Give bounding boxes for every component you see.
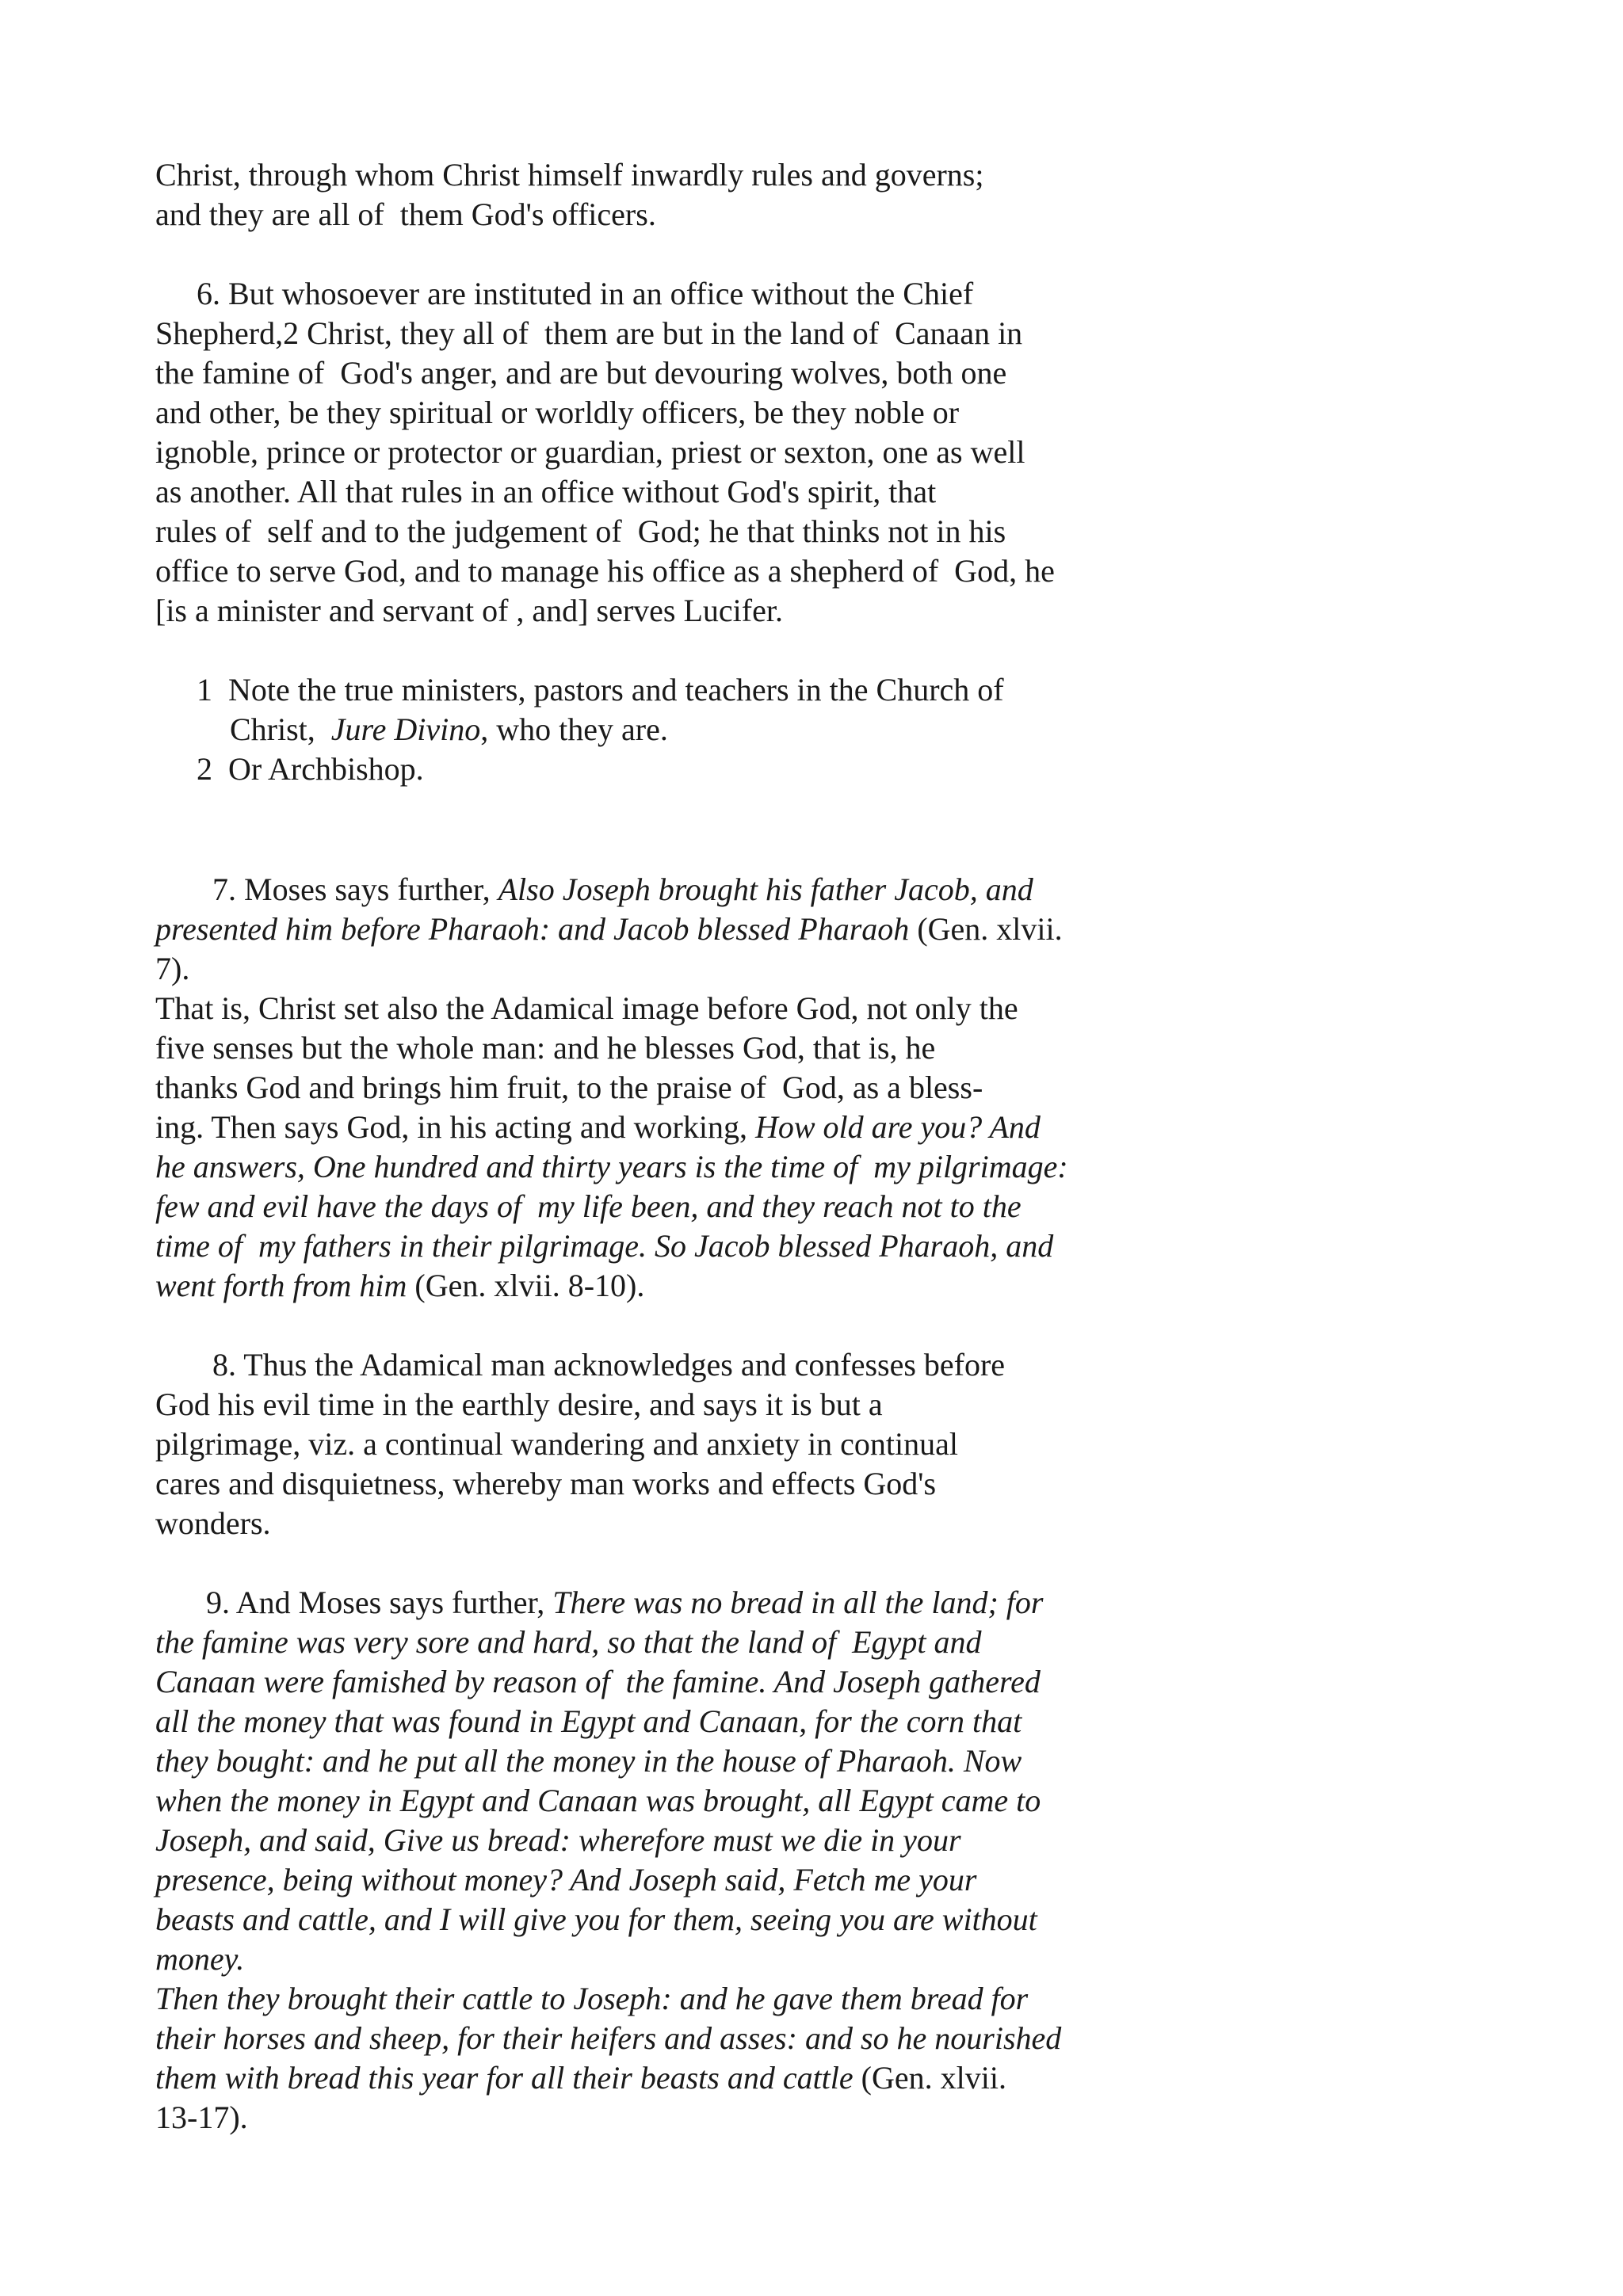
text-line bbox=[155, 1464, 1518, 1504]
text-line bbox=[155, 710, 1593, 749]
text-line bbox=[155, 1900, 1518, 1939]
text-run: , who they are. bbox=[480, 711, 668, 747]
text-run: cares and disquietness, whereby man works and effects God's bbox=[155, 1466, 937, 1501]
text-run: pilgrimage, viz. a continual wandering and anxiety in continual bbox=[155, 1426, 959, 1462]
text-line bbox=[155, 314, 1518, 353]
text-run: Christ, through whom Christ himself inwardly rules and governs; bbox=[155, 157, 984, 193]
text-line bbox=[155, 1504, 1518, 1543]
text-line bbox=[155, 433, 1518, 472]
text-line bbox=[155, 1187, 1518, 1226]
text-run: as another. All that rules in an office without God's spirit, that bbox=[155, 474, 937, 509]
text-line bbox=[155, 1583, 1569, 1623]
text-line bbox=[155, 1979, 1518, 2019]
text-line bbox=[155, 155, 1518, 195]
text-line bbox=[155, 949, 1518, 989]
text-line bbox=[155, 551, 1518, 591]
text-run: (Gen. xlvii. bbox=[853, 2060, 1006, 2096]
text-run: ignoble, prince or protector or guardian, priest or sexton, one as well bbox=[155, 434, 1025, 470]
text-run: 1 Note the true ministers, pastors and teachers in the Church of bbox=[197, 672, 1004, 707]
text-run: Shepherd,2 Christ, they all of them are but in the land of Canaan in bbox=[155, 315, 1023, 351]
italic-text: them with bread this year for all their beasts and cattle bbox=[155, 2060, 854, 2096]
italic-text: they bought: and he put all the money in the house of Pharaoh. Now bbox=[155, 1743, 1022, 1779]
italic-text: How old are you? And bbox=[754, 1109, 1041, 1145]
text-run: five senses but the whole man: and he blesses God, that is, he bbox=[155, 1030, 936, 1066]
text-line bbox=[155, 1781, 1518, 1821]
italic-text: Canaan were famished by reason of the famine. And Joseph gathered bbox=[155, 1664, 1041, 1699]
text-run: [is a minister and servant of , and] serves Lucifer. bbox=[155, 593, 783, 628]
text-line bbox=[155, 1028, 1518, 1068]
text-run: 9. And Moses says further, bbox=[206, 1585, 553, 1620]
text-line bbox=[155, 1741, 1518, 1781]
text-run: That is, Christ set also the Adamical image before God, not only the bbox=[155, 990, 1018, 1026]
italic-text: Then they brought their cattle to Joseph: and he gave them bread for bbox=[155, 1981, 1029, 2016]
text-line bbox=[155, 870, 1575, 910]
text-line bbox=[155, 989, 1518, 1028]
text-run: Christ, bbox=[230, 711, 331, 747]
text-run: (Gen. xlvii. 8-10). bbox=[407, 1268, 645, 1303]
text-run: 2 Or Archbishop. bbox=[197, 751, 424, 787]
text-line bbox=[155, 472, 1518, 512]
text-line bbox=[155, 1226, 1518, 1266]
text-line bbox=[155, 749, 1560, 789]
text-line bbox=[155, 1147, 1518, 1187]
text-line bbox=[155, 512, 1518, 551]
text-run: God his evil time in the earthly desire, and says it is but a bbox=[155, 1386, 883, 1422]
text-line bbox=[155, 2019, 1518, 2058]
text-line bbox=[155, 1425, 1518, 1464]
text-line bbox=[155, 1385, 1518, 1425]
italic-text: There was no bread in all the land; for bbox=[552, 1585, 1044, 1620]
text-run: thanks God and brings him fruit, to the praise of God, as a bless- bbox=[155, 1070, 983, 1105]
text-line bbox=[155, 1266, 1518, 1306]
text-line bbox=[155, 1860, 1518, 1900]
italic-text: time of my fathers in their pilgrimage. So Jacob blessed Pharaoh, and bbox=[155, 1228, 1054, 1264]
text-line bbox=[155, 1068, 1518, 1108]
italic-text: the famine was very sore and hard, so that the land of Egypt and bbox=[155, 1624, 982, 1660]
italic-text: when the money in Egypt and Canaan was brought, all Egypt came to bbox=[155, 1783, 1041, 1818]
text-run: ing. Then says God, in his acting and working, bbox=[155, 1109, 755, 1145]
text-line bbox=[155, 2058, 1518, 2098]
italic-text: went forth from him bbox=[155, 1268, 407, 1303]
italic-text: money. bbox=[155, 1941, 245, 1977]
text-line bbox=[155, 1702, 1518, 1741]
italic-text: beasts and cattle, and I will give you for them, seeing you are without bbox=[155, 1901, 1037, 1937]
italic-text: few and evil have the days of my life been, and they reach not to the bbox=[155, 1188, 1022, 1224]
text-run: rules of self and to the judgement of God; he that thinks not in his bbox=[155, 513, 1006, 549]
italic-text: Also Joseph brought his father Jacob, and bbox=[498, 871, 1033, 907]
text-run: the famine of God's anger, and are but devouring wolves, both one bbox=[155, 355, 1007, 391]
text-run: office to serve God, and to manage his office as a shepherd of God, he bbox=[155, 553, 1055, 589]
text-line bbox=[155, 1939, 1518, 1979]
text-line bbox=[155, 353, 1518, 393]
italic-text: Jure Divino bbox=[330, 711, 481, 747]
text-line bbox=[155, 274, 1560, 314]
italic-text: presence, being without money? And Joseph said, Fetch me your bbox=[155, 1862, 977, 1897]
text-run: and other, be they spiritual or worldly officers, be they noble or bbox=[155, 395, 960, 430]
text-line bbox=[155, 591, 1518, 631]
text-line bbox=[155, 195, 1518, 235]
text-run: 7. Moses says further, bbox=[212, 871, 498, 907]
text-line bbox=[155, 910, 1518, 949]
text-line bbox=[155, 1345, 1575, 1385]
text-run: 8. Thus the Adamical man acknowledges and confesses before bbox=[212, 1347, 1006, 1383]
text-line bbox=[155, 2098, 1518, 2138]
text-run: and they are all of them God's officers. bbox=[155, 196, 656, 232]
text-line bbox=[155, 393, 1518, 433]
text-line bbox=[155, 1108, 1518, 1147]
italic-text: presented him before Pharaoh: and Jacob blessed Pharaoh bbox=[155, 911, 910, 947]
italic-text: Joseph, and said, Give us bread: wherefore must we die in your bbox=[155, 1822, 961, 1858]
text-run: 7). bbox=[155, 951, 190, 986]
italic-text: he answers, One hundred and thirty years is the time of my pilgrimage: bbox=[155, 1149, 1068, 1184]
italic-text: all the money that was found in Egypt and Canaan, for the corn that bbox=[155, 1703, 1022, 1739]
text-run: (Gen. xlvii. bbox=[909, 911, 1063, 947]
text-line bbox=[155, 1662, 1518, 1702]
italic-text: their horses and sheep, for their heifers and asses: and so he nourished bbox=[155, 2020, 1062, 2056]
text-run: 13-17). bbox=[155, 2100, 248, 2135]
text-run: 6. But whosoever are instituted in an office without the Chief bbox=[197, 276, 974, 311]
text-line bbox=[155, 670, 1560, 710]
text-run: wonders. bbox=[155, 1505, 271, 1541]
text-line bbox=[155, 1821, 1518, 1860]
text-line bbox=[155, 1623, 1518, 1662]
